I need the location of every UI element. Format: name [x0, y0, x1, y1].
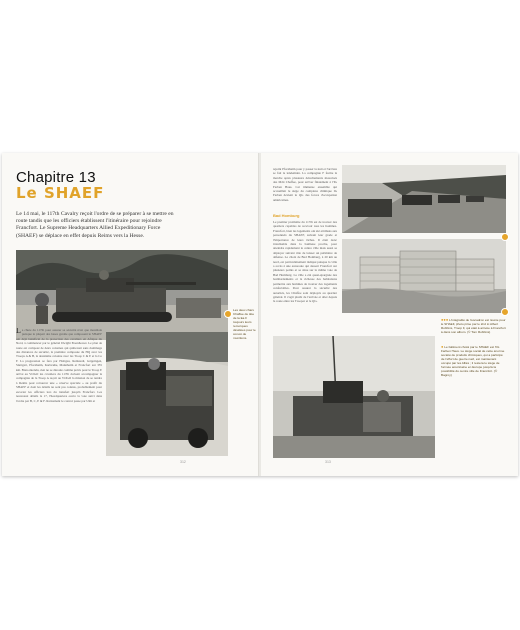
- subhead-bad-homburg: Bad Homburg: [273, 213, 300, 218]
- folio-left: 312: [180, 460, 186, 464]
- right-page: [261, 153, 518, 476]
- left-page: [2, 153, 259, 476]
- right-column-text-2: Le premier problème du 117th est de trouver des quartiers capables de recevoir tous les hommes. Francfort, bien les logements ont été attribués aux personnels du SHAEF, suivant leur grade et l'importance de leurs tâches. Il était donc irréalisable dans la banlieue proche, pour atteindre rapidement le centre ville mais aussi se déployer suivant rôle de laisser un périmètre de défense. Le choix de Bad Homburg, à 20 km au nord, est particulièrement indiqué puisque la ville a accès à une autoroute qui dessert Francfort sur plusieurs points et se situe sur la même voie de Bad Homburg. La ville a été quasi-épargnée des bombardements et la richesse des habitations permettra aux hommes de trouver des logements confortables. Pour assurer la sécurité des autorités, les Chaffee sont déployés au quartier général. Il s'agit plutôt de l'arrivée et aller depuis la route entre les Trooper et le QG.: [273, 220, 337, 304]
- caption-marker-2: [501, 233, 509, 241]
- caption-dots: ●●●: [441, 317, 449, 322]
- caption-right-bottom: [441, 345, 507, 377]
- caption-dot: ●: [441, 344, 444, 349]
- caption-marker-3: [501, 308, 509, 316]
- caption-right-top-text: L'intégralité de l'escadron est réunie pour le SHAEF, photo prise par le 2nd Lt Albert Robbins, Troop F, qui était à arrivée à Francfort à dans son album. (© Tom Robbins): [441, 318, 506, 334]
- chapter-title: Le SHAEF: [16, 184, 105, 202]
- body-column: [16, 328, 102, 458]
- caption-marker: [224, 310, 232, 318]
- convoy-photo: [342, 165, 506, 233]
- right-column-text-1: rejoint Pforzheim pour y passer la nuit et l'arrivée se fait le lendemain. La compagnie F forme la marche après plusieurs détachements motorisés des M24 Chaffee, pour arriver finalement à l'IG Farben Haus. Cet immense ensemble qui accueillait le siège du complexe chimique IG Farben devient le QG des forces d'occupation américaines.: [273, 167, 337, 202]
- tank-caption: Les deux chars Chaffee de tête de la Ea F toujours leurs remorques dévidées pour le convoi de munitions.: [233, 308, 256, 340]
- book-spread: [2, 153, 518, 476]
- right-column-text: [273, 167, 337, 202]
- chapter-label: Chapitre 13: [16, 169, 96, 186]
- drop-cap: L: [16, 328, 21, 335]
- body-text: a chute du 117th pour assurer sa sécurité n'est que mondiale puisque le plupart des bases gardée que composent le SHAEF ont déjà bénéficié de la protection des cavaliers en Afrique du Nord, à commencer par le général Dwight Eisenhower. Le plan de route est composé de deux colonnes qui quitteront sans dommage des distances de sécurité, la première composée du HQ avec les Troops A & B, la deuxième colonne avec les Troop C & E et la Co F. La progression se fera par Holtgau, Remstedt, Göppingen, Stuttgart, Pforzheim, Karlsruhe, Mannheim et Francfort sur 355 km. Bien entendu, rien ne se déroule comme prévu pour le Troop E arrivé au VOGO les cavaliers du 117th doivent accompagner la compagnie de la Troop A reçoit au VOGO la mission de se rendre à Reims pour retrouver une « réserve spéciale » au profit du SHAEF et dont les détails ne sont pas connus, probablement pour escorter les officiers lors du transfert jusqu'à Francfort. Les nouveaux détails le 17, l'headquartere ouvre la voie suivi dans l'ordre par B, C, E & F. Rationnant le convoi passe par Ulm et: [16, 328, 102, 403]
- building-photo: [342, 239, 506, 313]
- tank-photo: [16, 250, 228, 340]
- caption-right-bottom-text: Le bâtiment choisi par le SHAEF est l'IG Farben Haus. Le siège social de cette énorme société de produits chimiques, qui a participé de l'effort de guerre nazi, est maintenant occupé par les Alliés ; il restera le siège de l'armée américaine en Europe jusqu'à la possibilité du centre ville de Francfort. (© Bagroy): [441, 345, 505, 377]
- caption-right-top: [441, 318, 507, 334]
- soldiers-photo: [273, 336, 435, 458]
- intro-paragraph: Le 14 mai, le 117th Cavalry reçoit l'ordre de se préparer à se mettre en route tandis que les officiers établissent l'itinéraire pour rejoindre Francfort. Le Supreme Headquarters Allied Expeditionary Force (SHAEF) se déplace en effet depuis Reims vers la Hesse.: [16, 211, 174, 239]
- right-column-text-2-box: [273, 220, 337, 338]
- jeep-photo: [106, 332, 228, 456]
- folio-right: 313: [325, 460, 331, 464]
